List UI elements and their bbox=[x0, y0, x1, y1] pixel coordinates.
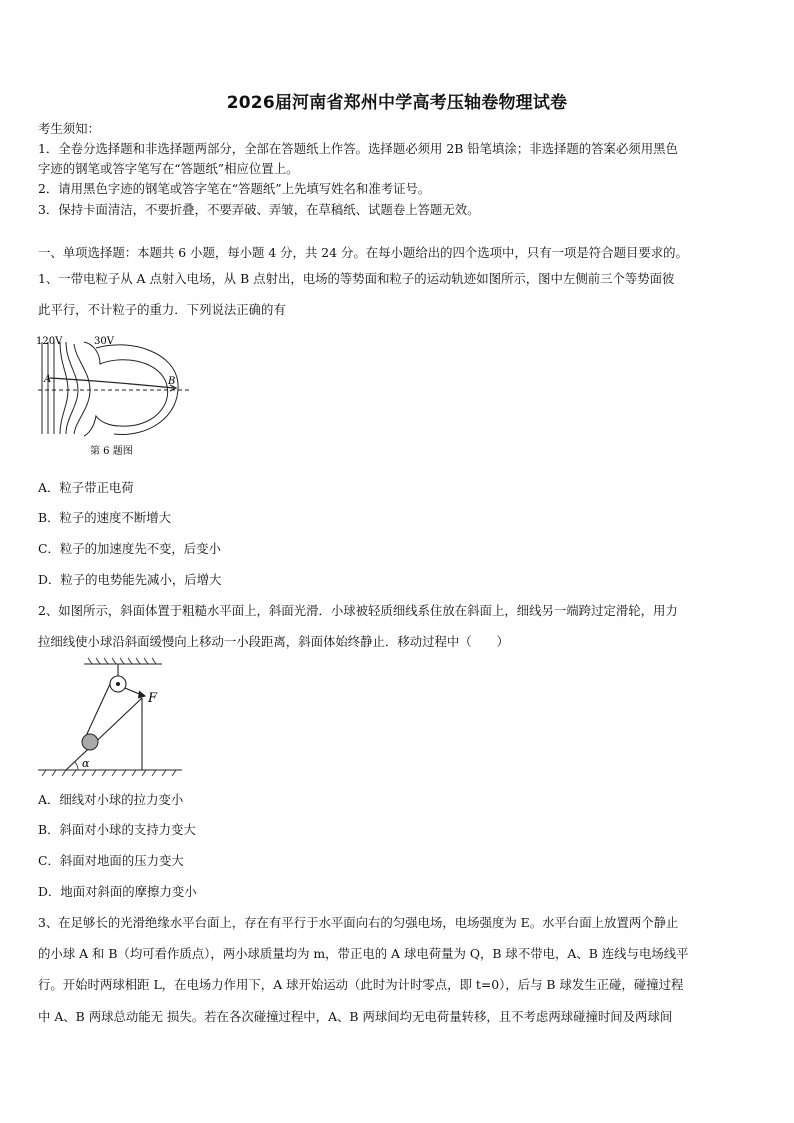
q3-line-3: 行。开始时两球相距 L，在电场力作用下，A 球开始运动（此时为计时零点，即 t=0），后与 B 球发生正碰，碰撞过程 bbox=[38, 977, 684, 992]
q1-line-2: 此平行，不计粒子的重力．下列说法正确的有 bbox=[38, 302, 286, 317]
ball-icon bbox=[82, 734, 98, 750]
q2-option-a: A．细线对小球的拉力变小 bbox=[38, 792, 184, 807]
figure-caption: 第 6 题图 bbox=[90, 446, 133, 457]
label-point-b: B bbox=[168, 376, 176, 387]
notice-line-1: 1．全卷分选择题和非选择题两部分，全部在答题纸上作答。选择题必须用 2B 铅笔填涂；非选择题的答案必须用黑色 bbox=[38, 141, 678, 156]
q2-line-2: 拉细线使小球沿斜面缓慢向上移动一小段距离，斜面体始终静止．移动过程中（ ） bbox=[38, 634, 509, 649]
q1-option-b: B．粒子的速度不断增大 bbox=[38, 510, 172, 525]
q2-option-b: B．斜面对小球的支持力变大 bbox=[38, 822, 196, 837]
q1-line-1: 1、一带电粒子从 A 点射入电场，从 B 点射出，电场的等势面和粒子的运动轨迹如图所示，图中左侧前三个等势面彼 bbox=[38, 271, 675, 286]
q2-option-c: C．斜面对地面的压力变大 bbox=[38, 853, 184, 868]
q2-incline-figure bbox=[36, 656, 186, 780]
q3-line-1: 3、在足够长的光滑绝缘水平台面上，存在有平行于水平面向右的匀强电场，电场强度为 E。水平台面上放置两个静止 bbox=[38, 915, 679, 930]
label-angle-alpha: α bbox=[82, 757, 90, 770]
notice-heading: 考生须知： bbox=[38, 121, 100, 136]
label-30v: 30V bbox=[94, 336, 114, 347]
notice-line-4: 3．保持卡面清洁，不要折叠，不要弄破、弄皱，在草稿纸、试题卷上答题无效。 bbox=[38, 202, 480, 217]
q1-option-d: D．粒子的电势能先减小，后增大 bbox=[38, 572, 222, 587]
notice-line-3: 2．请用黑色字迹的钢笔或答字笔在“答题纸”上先填写姓名和准考证号。 bbox=[38, 181, 431, 196]
label-force-f: F bbox=[148, 691, 158, 706]
label-120v: 120V bbox=[36, 336, 63, 347]
q3-line-2: 的小球 A 和 B（均可看作质点），两小球质量均为 m，带正电的 A 球电荷量为 Q，B 球不带电，A、B 连线与电场线平 bbox=[38, 946, 689, 961]
q3-line-4: 中 A、B 两球总动能无 损失。若在各次碰撞过程中，A、B 两球间均无电荷量转移，且不考虑两球碰撞时间及两球间 bbox=[38, 1009, 673, 1024]
notice-line-2: 字迹的钢笔或答字笔写在“答题纸”相应位置上。 bbox=[38, 161, 299, 176]
q2-option-d: D．地面对斜面的摩擦力变小 bbox=[38, 884, 197, 899]
page-title: 2026届河南省郑州中学高考压轴卷物理试卷 bbox=[226, 93, 568, 113]
q1-option-a: A．粒子带正电荷 bbox=[38, 480, 134, 495]
q2-line-1: 2、如图所示，斜面体置于粗糙水平面上，斜面光滑．小球被轻质细线系住放在斜面上，细线另一端跨过定滑轮，用力 bbox=[38, 603, 678, 618]
q1-option-c: C．粒子的加速度先不变，后变小 bbox=[38, 541, 221, 556]
label-point-a: A bbox=[44, 374, 52, 385]
q1-equipotential-figure bbox=[34, 334, 194, 460]
section-heading: 一、单项选择题：本题共 6 小题，每小题 4 分，共 24 分。在每小题给出的四个选项中，只有一项是符合题目要求的。 bbox=[38, 245, 688, 260]
